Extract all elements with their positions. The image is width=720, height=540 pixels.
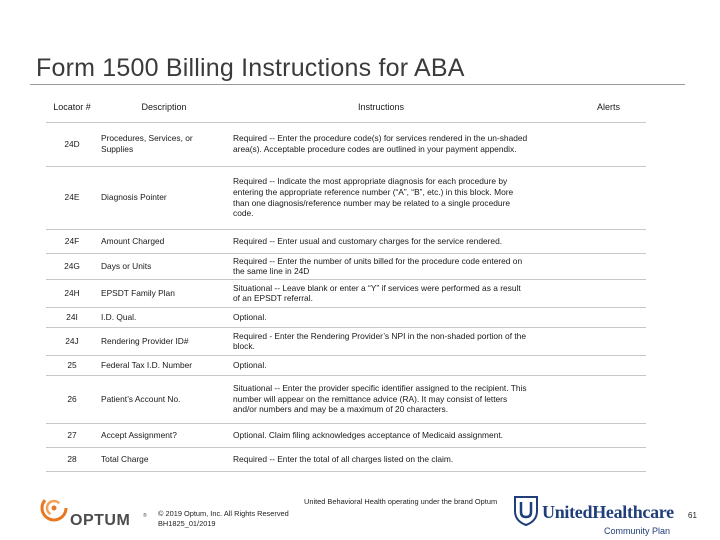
billing-instructions-table [46,94,646,472]
page-title: Form 1500 Billing Instructions for ABA [36,54,465,82]
instructions-cell: Optional. [230,307,532,327]
locator-cell: 28 [46,447,98,471]
alerts-cell [532,122,646,166]
table-row [46,279,646,307]
description-cell: Days or Units [98,253,230,279]
copyright-text: © 2019 Optum, Inc. All Rights Reserved [158,509,289,518]
header-alerts: Alerts [532,94,646,122]
header-instructions: Instructions [230,94,532,122]
locator-cell: 24H [46,279,98,307]
description-cell: Amount Charged [98,229,230,253]
header-locator: Locator # [46,94,98,122]
operating-brand-note: United Behavioral Health operating under the brand Optum [304,497,498,506]
instructions-cell: Situational -- Leave blank or enter a “Y” if services were performed as a result of an EPSDT referral. [230,279,532,307]
instructions-cell: Required -- Enter the total of all charges listed on the claim. [230,447,532,471]
table-row [46,327,646,355]
locator-cell: 24I [46,307,98,327]
alerts-cell [532,447,646,471]
table-row [46,447,646,471]
alerts-cell [532,307,646,327]
locator-cell: 26 [46,375,98,423]
description-cell: Rendering Provider ID# [98,327,230,355]
locator-cell: 24D [46,122,98,166]
instructions-cell: Required - Enter the Rendering Provider’s NPI in the non-shaded portion of the block. [230,327,532,355]
table-row [46,375,646,423]
instructions-cell: Required -- Enter the procedure code(s) for services rendered in the un-shaded area(s). Acceptable procedure codes are outlined in your payment appendix. [230,122,532,166]
instructions-cell: Required -- Enter the number of units billed for the procedure code entered on the same line in 24D [230,253,532,279]
description-cell: Total Charge [98,447,230,471]
alerts-cell [532,253,646,279]
description-cell: Procedures, Services, or Supplies [98,122,230,166]
title-divider [30,84,685,85]
instructions-cell: Optional. [230,355,532,375]
optum-registered-mark: ® [143,513,147,519]
table-row [46,253,646,279]
locator-cell: 25 [46,355,98,375]
description-cell: Diagnosis Pointer [98,166,230,229]
table-row [46,229,646,253]
table-row [46,423,646,447]
copyright-block [158,509,289,529]
instructions-cell: Required -- Enter usual and customary charges for the service rendered. [230,229,532,253]
alerts-cell [532,279,646,307]
instructions-cell: Situational -- Enter the provider specific identifier assigned to the recipient. This number will appear on the remittance advice (RA). It may consist of letters and/or numbers and may be a maximum of 20 characters. [230,375,532,423]
optum-wordmark: OPTUM [70,512,131,529]
header-row [46,94,646,122]
table-row [46,166,646,229]
alerts-cell [532,375,646,423]
uhc-community-plan-label: Community Plan [604,526,671,536]
alerts-cell [532,423,646,447]
table-row [46,307,646,327]
description-cell: EPSDT Family Plan [98,279,230,307]
instructions-cell: Required -- Indicate the most appropriate diagnosis for each procedure by entering the appropriate reference number (“A”, “B”, etc.) in this block. More than one diagnosis/reference number may be related to a single procedure code. [230,166,532,229]
locator-cell: 27 [46,423,98,447]
instructions-cell: Optional. Claim filing acknowledges acceptance of Medicaid assignment. [230,423,532,447]
alerts-cell [532,327,646,355]
uhc-wordmark: UnitedHealthcare [542,502,674,522]
page-number: 61 [688,511,697,520]
description-cell: Federal Tax I.D. Number [98,355,230,375]
optum-swirl-icon [42,496,66,520]
document-code: BH1825_01/2019 [158,519,216,528]
table-row [46,355,646,375]
description-cell: I.D. Qual. [98,307,230,327]
uhc-shield-icon [512,494,540,526]
header-description: Description [98,94,230,122]
description-cell: Accept Assignment? [98,423,230,447]
table-row [46,122,646,166]
alerts-cell [532,355,646,375]
alerts-cell [532,166,646,229]
description-cell: Patient’s Account No. [98,375,230,423]
locator-cell: 24E [46,166,98,229]
alerts-cell [532,229,646,253]
locator-cell: 24F [46,229,98,253]
locator-cell: 24G [46,253,98,279]
locator-cell: 24J [46,327,98,355]
